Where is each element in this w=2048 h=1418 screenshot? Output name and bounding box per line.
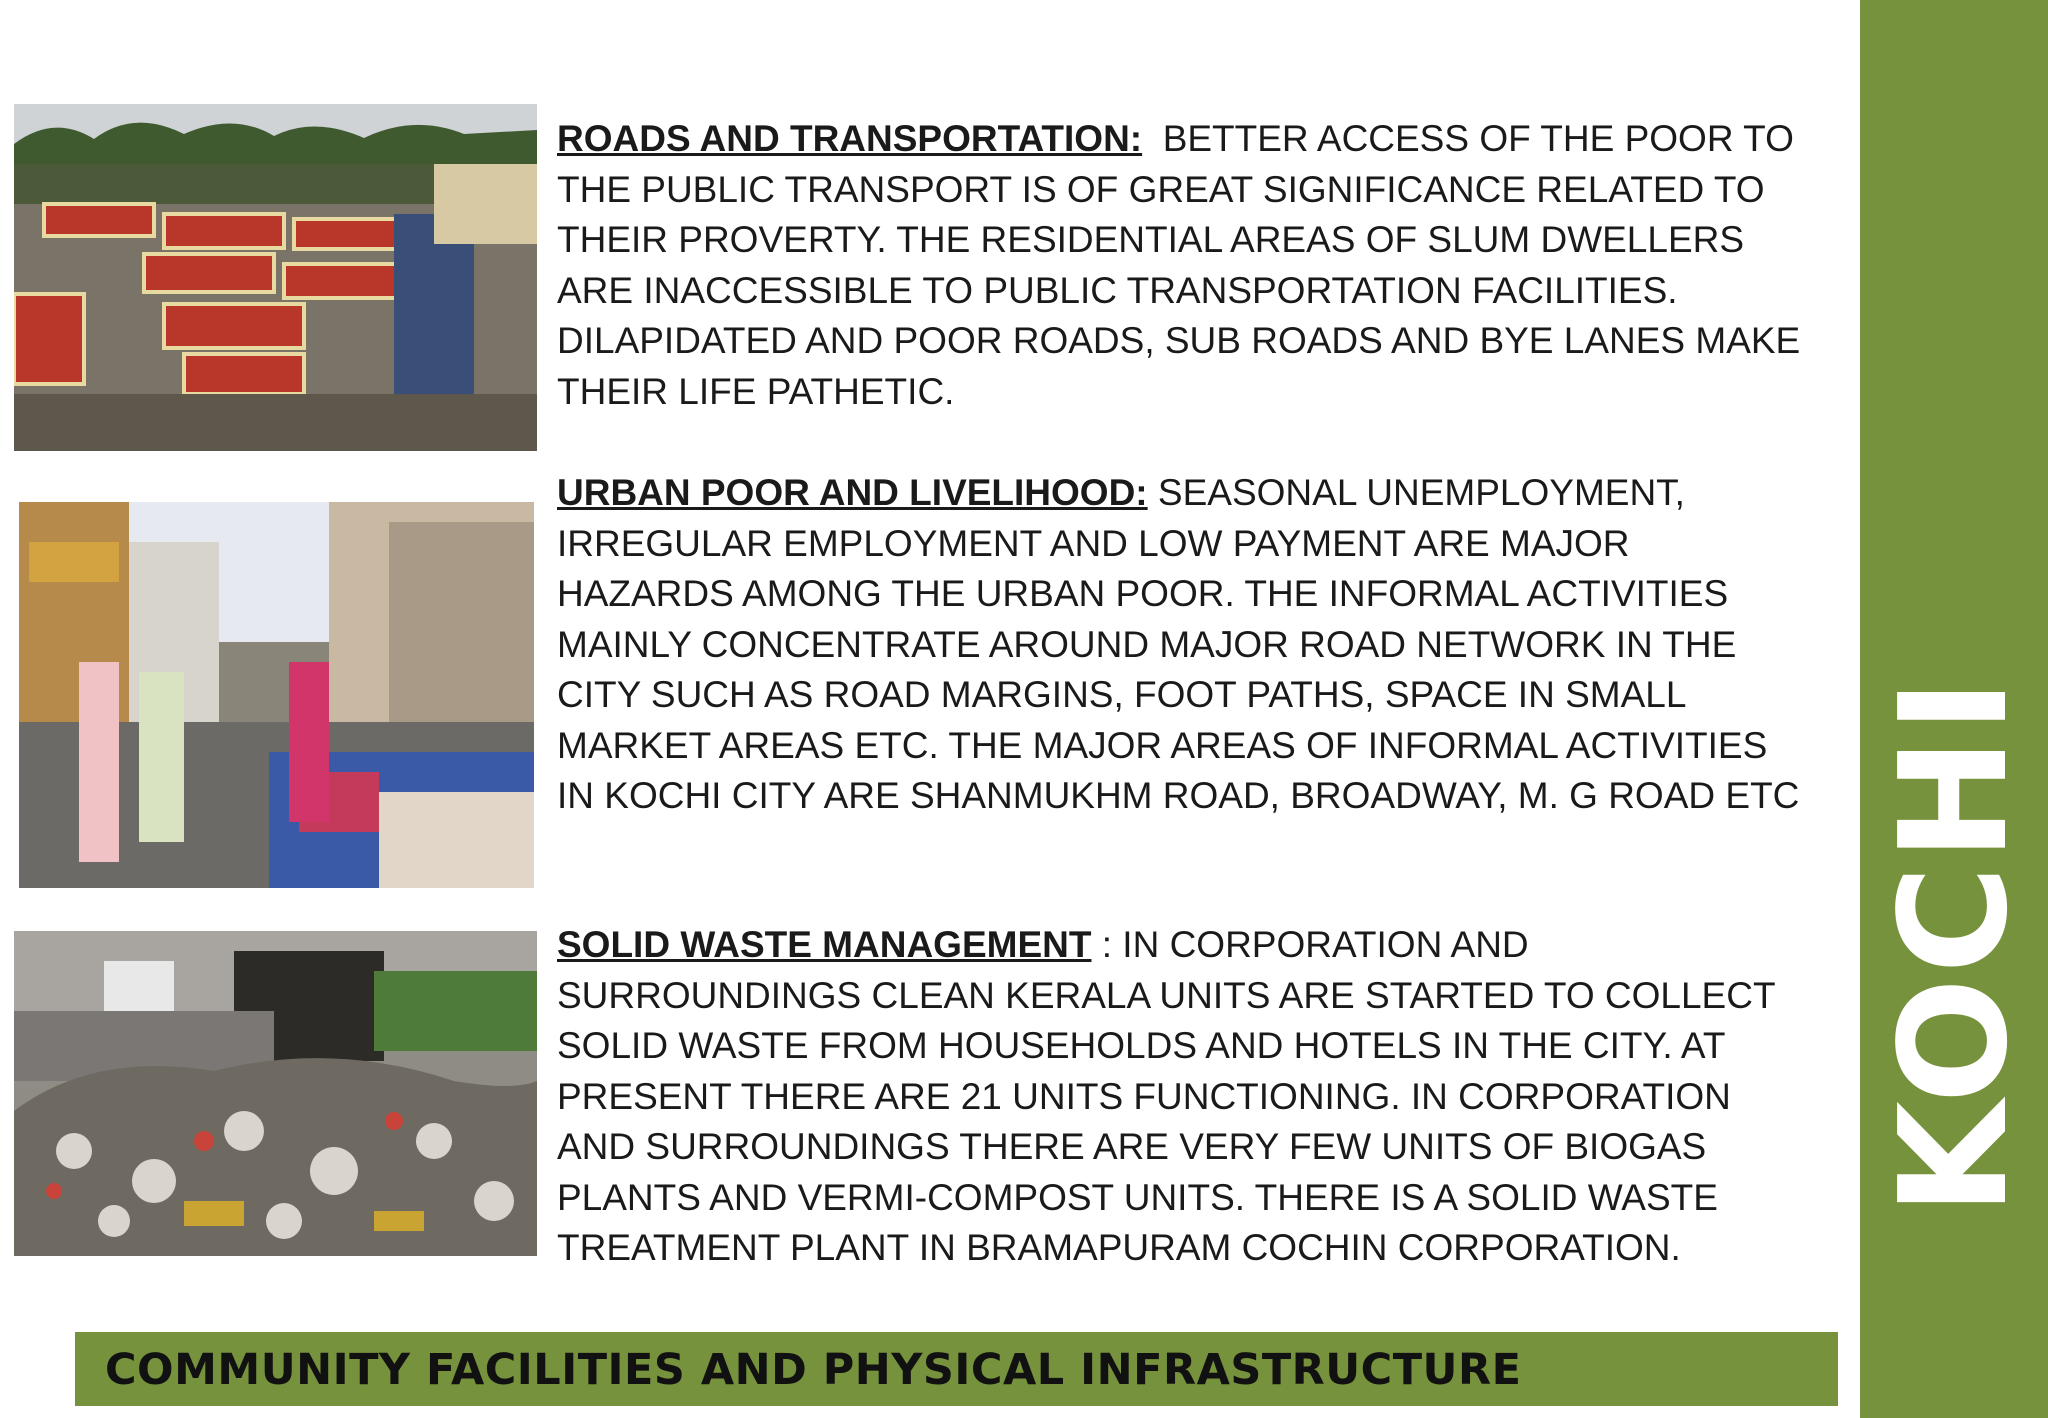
section-body: SEASONAL UNEMPLOYMENT, IRREGULAR EMPLOYMENT AND LOW PAYMENT ARE MAJOR HAZARDS AMONG THE URBAN POOR. THE INFORMAL ACTIVITIES MAINLY CONCENTRATE AROUND MAJOR ROAD NETWORK IN THE CITY SUCH AS ROAD MARGINS, FOOT PATHS, SPACE IN SMALL MARKET AREAS ETC. THE MAJOR AREAS OF INFORMAL ACTIVITIES IN KOCHI CITY ARE SHANMUKHM ROAD, BROADWAY, M. G ROAD ETC <box>557 472 1800 816</box>
garbage-dump-photo <box>14 931 537 1256</box>
city-title: KOCHI <box>1868 674 2040 1216</box>
bus-stand-photo <box>14 104 537 451</box>
section-heading: SOLID WASTE MANAGEMENT <box>557 924 1092 965</box>
section-heading: URBAN POOR AND LIVELIHOOD: <box>557 472 1148 513</box>
footer-title: COMMUNITY FACILITIES AND PHYSICAL INFRASTRUCTURE <box>105 1345 1522 1395</box>
section-heading: ROADS AND TRANSPORTATION: <box>557 118 1143 159</box>
section-body: : IN CORPORATION AND SURROUNDINGS CLEAN KERALA UNITS ARE STARTED TO COLLECT SOLID WASTE FROM HOUSEHOLDS AND HOTELS IN THE CITY. AT PRESENT THERE ARE 21 UNITS FUNCTIONING. IN CORPORATION AND SURROUNDINGS THERE ARE VERY FEW UNITS OF BIOGAS PLANTS AND VERMI-COMPOST UNITS. THERE IS A SOLID WASTE TREATMENT PLANT IN BRAMAPURAM COCHIN CORPORATION. <box>557 924 1775 1268</box>
section-roads-transportation <box>557 114 1807 417</box>
footer-band <box>75 1332 1838 1406</box>
street-market-photo <box>19 502 534 888</box>
section-solid-waste-management <box>557 920 1807 1274</box>
section-body: BETTER ACCESS OF THE POOR TO THE PUBLIC TRANSPORT IS OF GREAT SIGNIFICANCE RELATED TO THEIR PROVERTY. THE RESIDENTIAL AREAS OF SLUM DWELLERS ARE INACCESSIBLE TO PUBLIC TRANSPORTATION FACILITIES. DILAPIDATED AND POOR ROADS, SUB ROADS AND BYE LANES MAKE THEIR LIFE PATHETIC. <box>557 118 1801 412</box>
section-urban-poor-livelihood <box>557 468 1807 822</box>
